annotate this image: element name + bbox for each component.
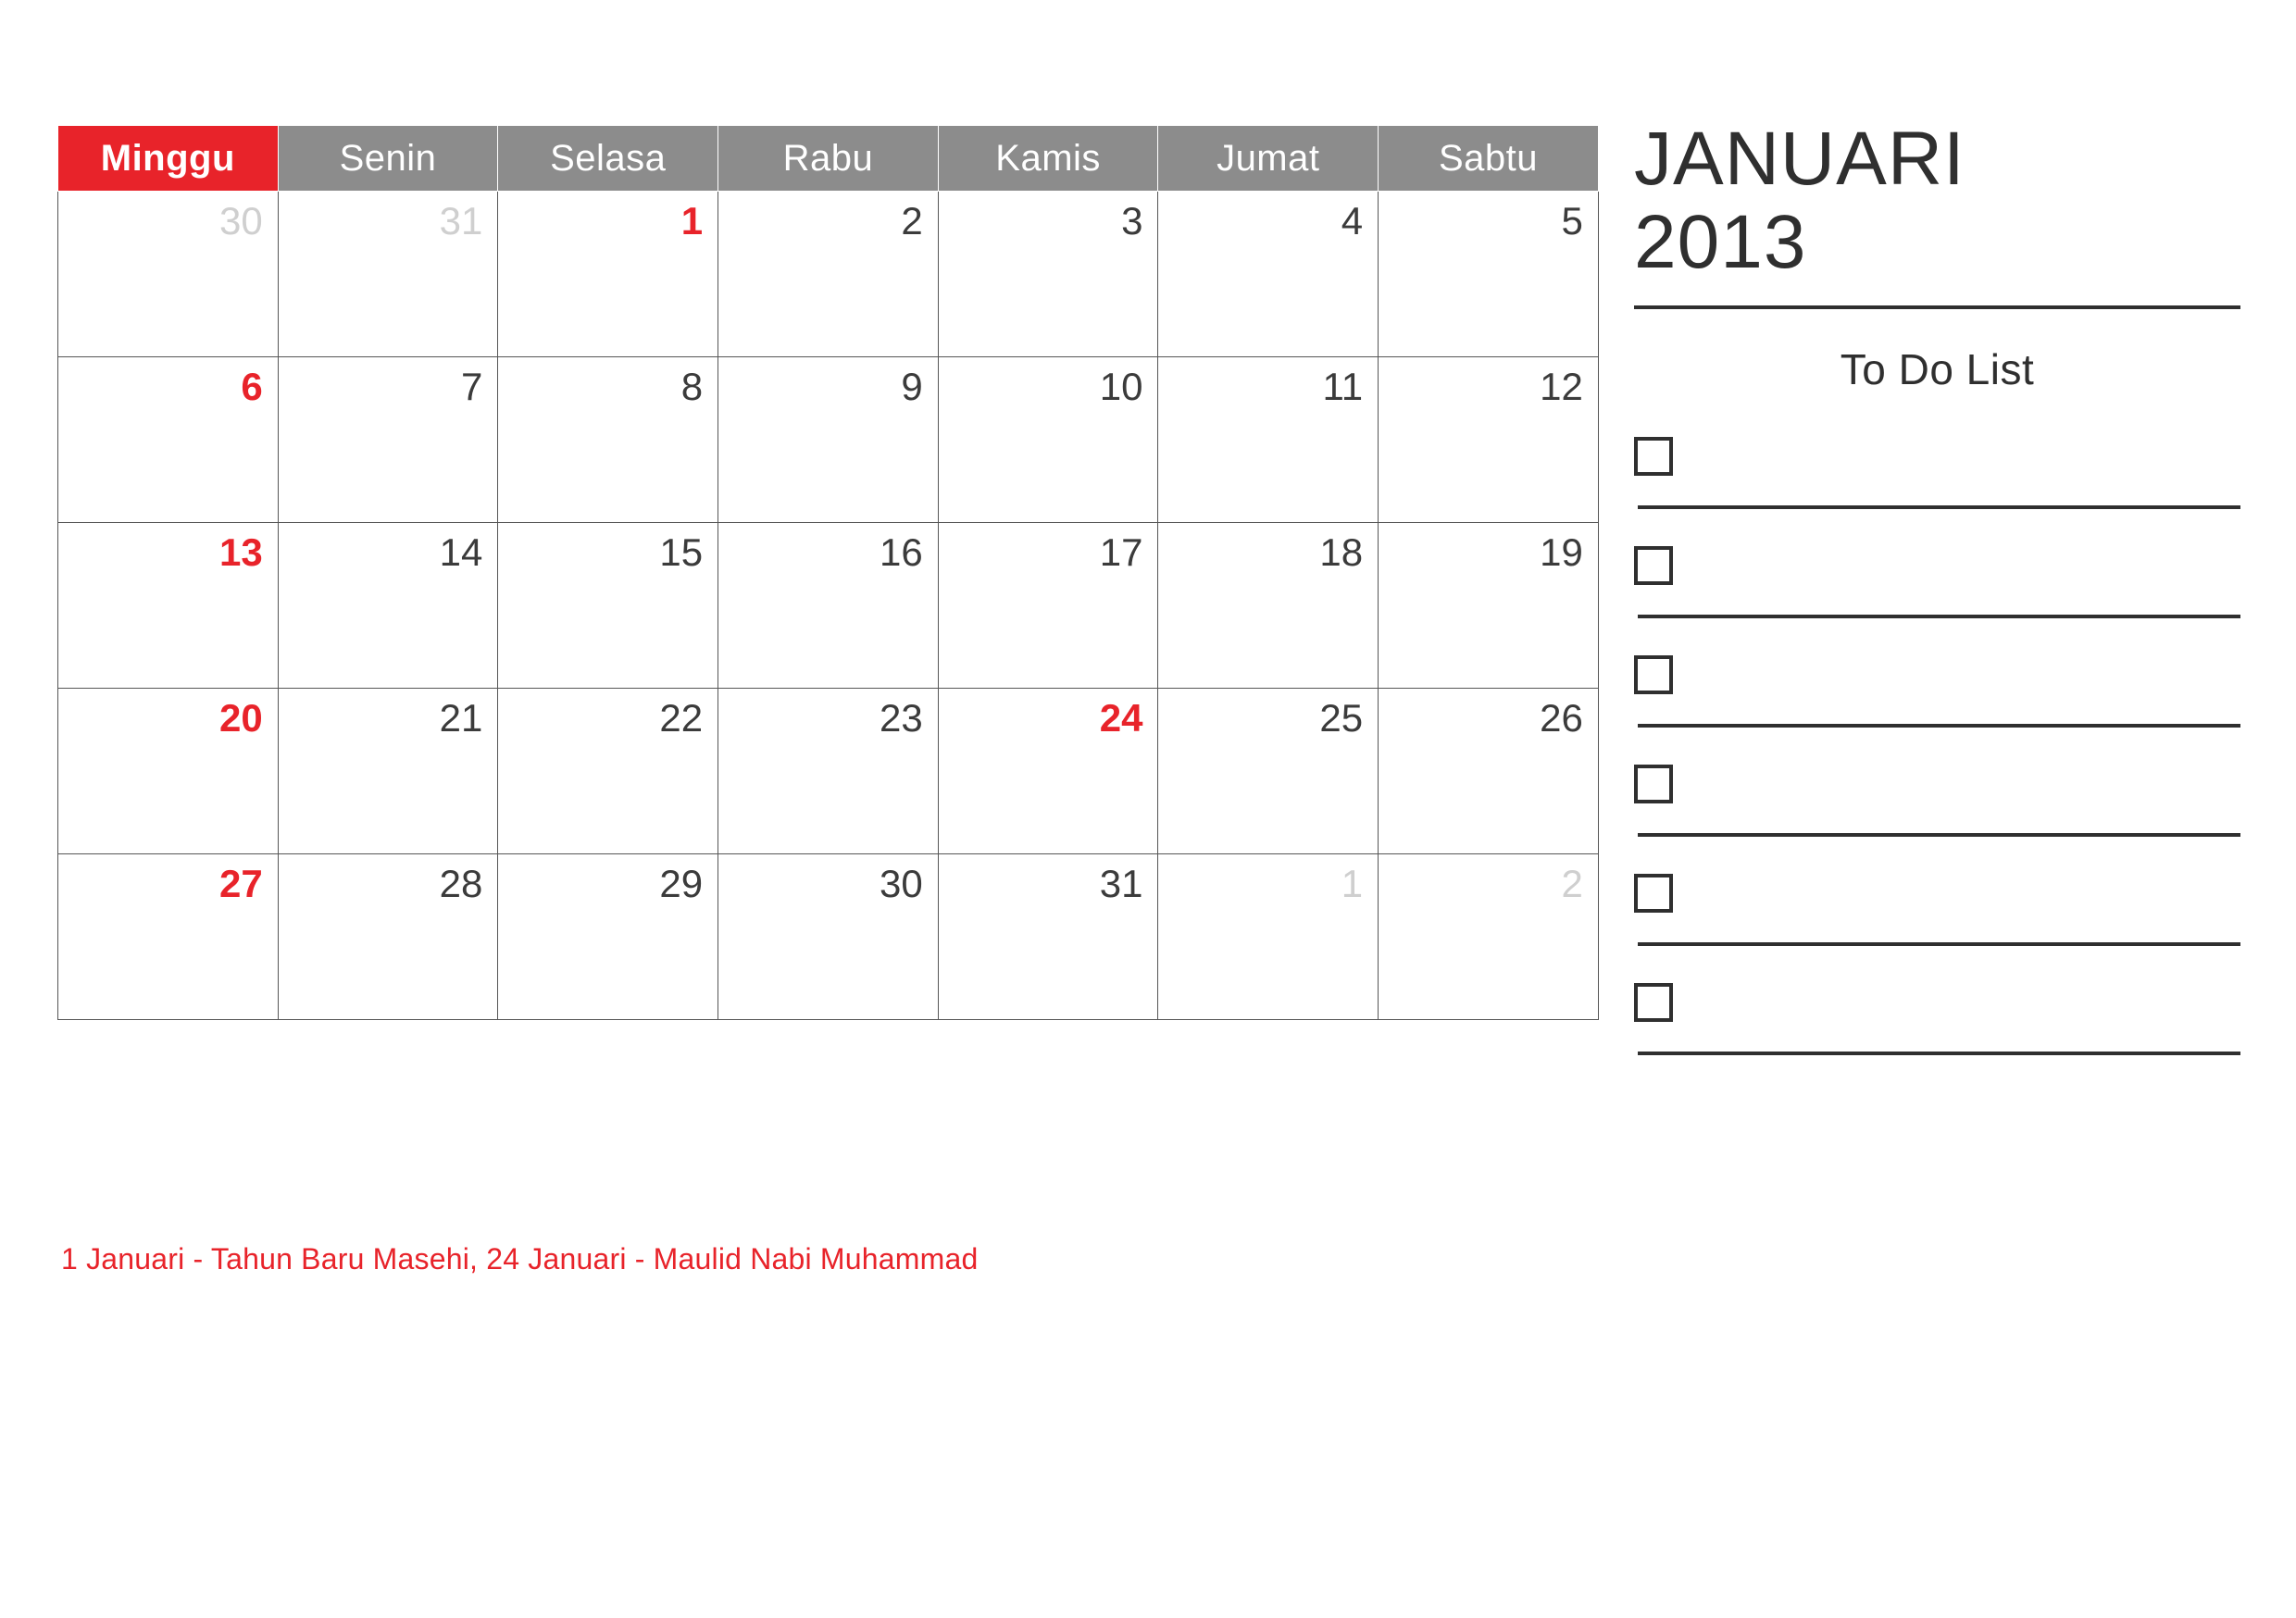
- day-cell[interactable]: 31: [278, 192, 498, 357]
- day-cell[interactable]: 30: [58, 192, 279, 357]
- title-divider: [1634, 305, 2240, 309]
- day-cell[interactable]: 16: [718, 523, 939, 689]
- day-cell[interactable]: 28: [278, 854, 498, 1020]
- day-cell[interactable]: 14: [278, 523, 498, 689]
- weekday-header-sabtu: Sabtu: [1379, 126, 1599, 192]
- todo-list: [1634, 428, 2240, 1083]
- day-cell[interactable]: 12: [1379, 357, 1599, 523]
- day-cell[interactable]: 10: [938, 357, 1158, 523]
- day-cell[interactable]: 2: [718, 192, 939, 357]
- day-cell[interactable]: 8: [498, 357, 718, 523]
- checkbox-icon[interactable]: [1634, 983, 1673, 1022]
- day-cell[interactable]: 4: [1158, 192, 1379, 357]
- list-item[interactable]: [1634, 537, 2240, 646]
- day-cell[interactable]: 29: [498, 854, 718, 1020]
- day-cell[interactable]: 13: [58, 523, 279, 689]
- list-item[interactable]: [1634, 428, 2240, 537]
- day-cell[interactable]: 11: [1158, 357, 1379, 523]
- checkbox-icon[interactable]: [1634, 765, 1673, 803]
- day-cell[interactable]: 24: [938, 689, 1158, 854]
- checkbox-icon[interactable]: [1634, 437, 1673, 476]
- list-item[interactable]: [1634, 865, 2240, 974]
- holiday-note: 1 Januari - Tahun Baru Masehi, 24 Januari - Maulid Nabi Muhammad: [61, 1242, 979, 1276]
- list-item[interactable]: [1634, 974, 2240, 1083]
- day-cell[interactable]: 20: [58, 689, 279, 854]
- day-cell[interactable]: 15: [498, 523, 718, 689]
- checkbox-icon[interactable]: [1634, 655, 1673, 694]
- weekday-header-jumat: Jumat: [1158, 126, 1379, 192]
- weekday-header-rabu: Rabu: [718, 126, 939, 192]
- day-cell[interactable]: 1: [498, 192, 718, 357]
- day-cell[interactable]: 3: [938, 192, 1158, 357]
- year-title: 2013: [1634, 200, 1807, 284]
- calendar-table: [57, 125, 1599, 1020]
- day-cell[interactable]: 25: [1158, 689, 1379, 854]
- day-cell[interactable]: 19: [1379, 523, 1599, 689]
- weekday-header-minggu: Minggu: [58, 126, 279, 192]
- write-line: [1638, 505, 2240, 509]
- write-line: [1638, 1052, 2240, 1055]
- day-cell[interactable]: 18: [1158, 523, 1379, 689]
- day-cell[interactable]: 21: [278, 689, 498, 854]
- checkbox-icon[interactable]: [1634, 546, 1673, 585]
- write-line: [1638, 833, 2240, 837]
- calendar-week-row: [58, 689, 1599, 854]
- checkbox-icon[interactable]: [1634, 874, 1673, 913]
- todo-list-title: To Do List: [1840, 345, 2035, 393]
- day-cell[interactable]: 17: [938, 523, 1158, 689]
- day-cell[interactable]: 5: [1379, 192, 1599, 357]
- day-cell[interactable]: 26: [1379, 689, 1599, 854]
- day-cell[interactable]: 9: [718, 357, 939, 523]
- month-title: JANUARI: [1634, 117, 1965, 201]
- calendar-body: [58, 192, 1599, 1020]
- calendar-week-row: [58, 523, 1599, 689]
- day-cell[interactable]: 30: [718, 854, 939, 1020]
- day-cell[interactable]: 1: [1158, 854, 1379, 1020]
- weekday-header-kamis: Kamis: [938, 126, 1158, 192]
- weekday-header-selasa: Selasa: [498, 126, 718, 192]
- calendar-week-row: [58, 854, 1599, 1020]
- calendar-grid: [57, 125, 1598, 1020]
- day-cell[interactable]: 23: [718, 689, 939, 854]
- calendar-header-row: [58, 126, 1599, 192]
- calendar-week-row: [58, 357, 1599, 523]
- day-cell[interactable]: 27: [58, 854, 279, 1020]
- write-line: [1638, 724, 2240, 728]
- day-cell[interactable]: 6: [58, 357, 279, 523]
- list-item[interactable]: [1634, 755, 2240, 865]
- day-cell[interactable]: 22: [498, 689, 718, 854]
- day-cell[interactable]: 2: [1379, 854, 1599, 1020]
- day-cell[interactable]: 31: [938, 854, 1158, 1020]
- calendar-week-row: [58, 192, 1599, 357]
- write-line: [1638, 615, 2240, 618]
- side-panel: [1634, 118, 2240, 1083]
- write-line: [1638, 942, 2240, 946]
- weekday-header-senin: Senin: [278, 126, 498, 192]
- list-item[interactable]: [1634, 646, 2240, 755]
- day-cell[interactable]: 7: [278, 357, 498, 523]
